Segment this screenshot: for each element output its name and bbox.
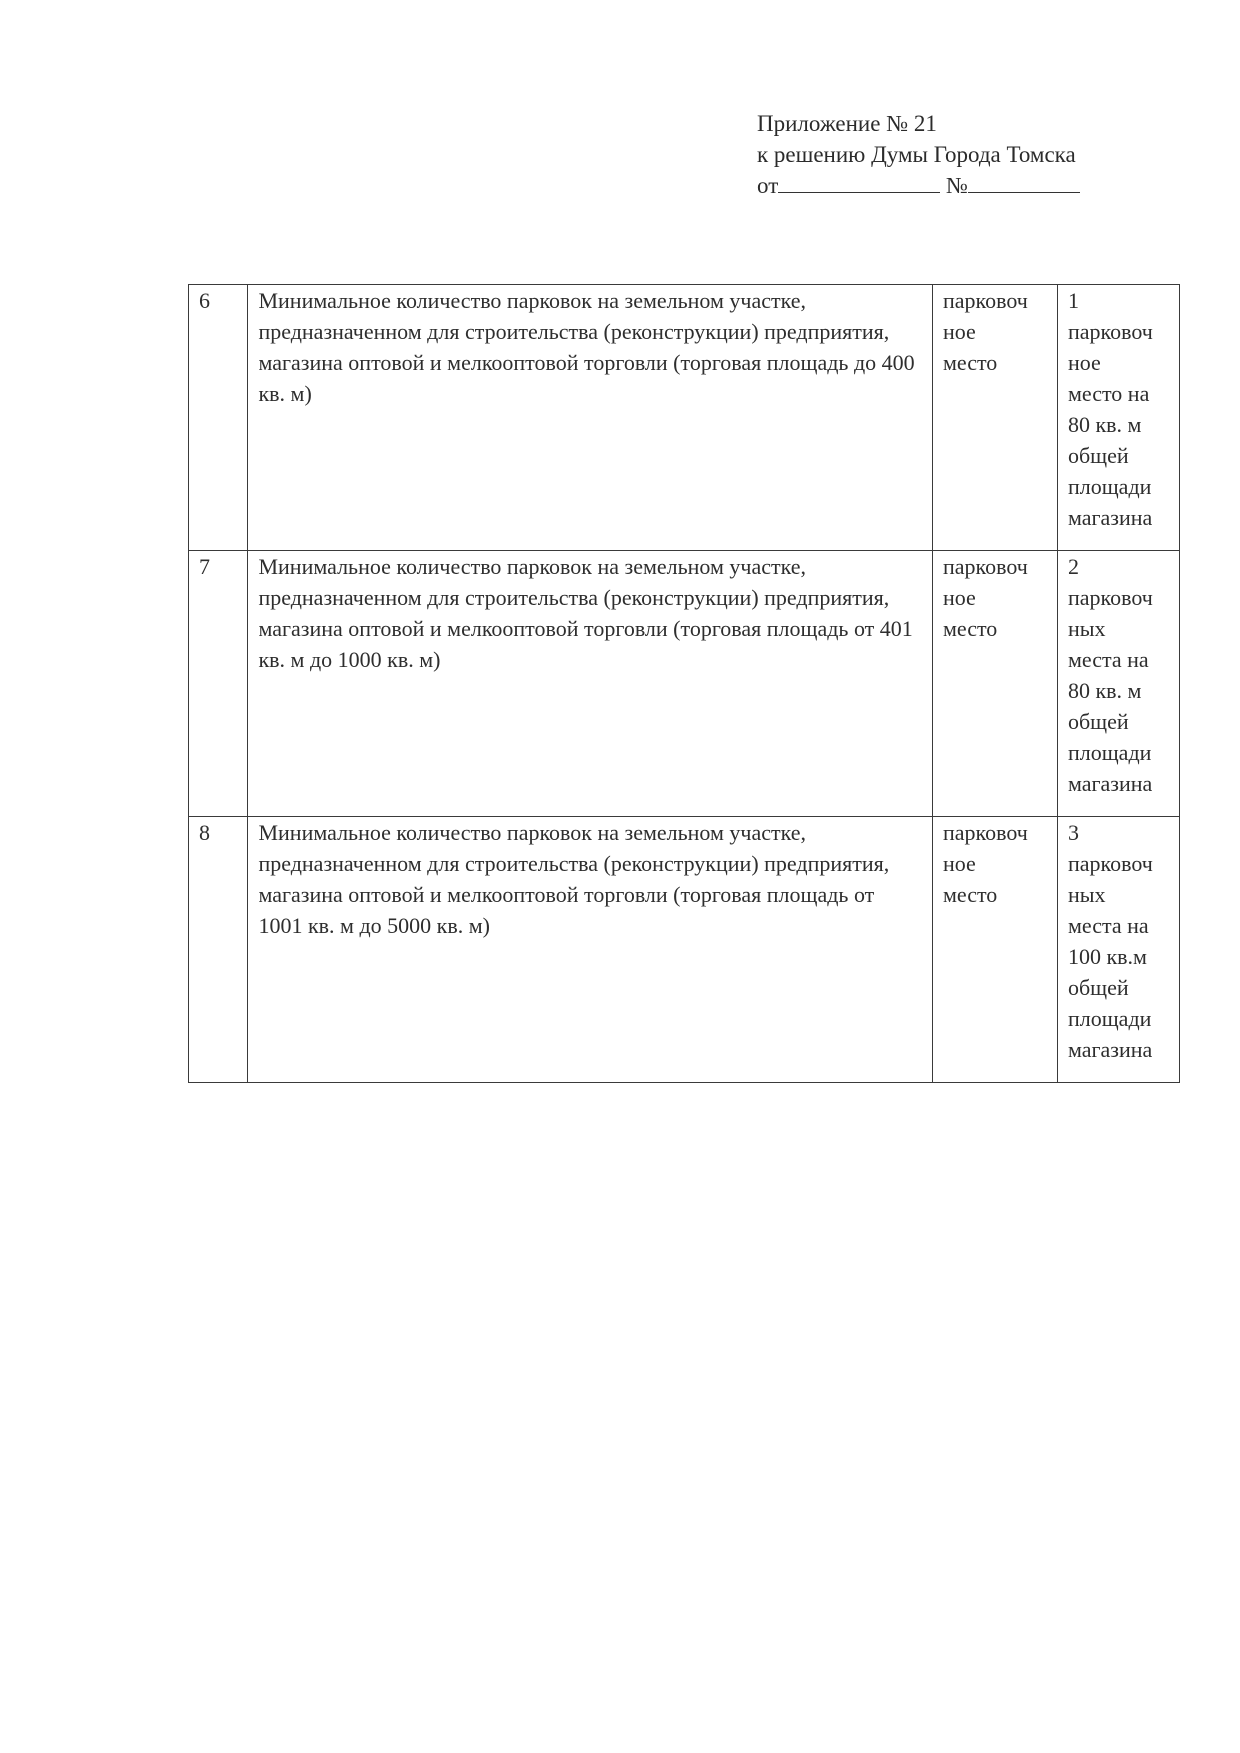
table-row — [189, 551, 1180, 817]
norm-line: места на — [1067, 647, 1149, 672]
norm-line: общей — [1067, 975, 1129, 1000]
norm-line: площади — [1067, 740, 1152, 765]
norm-line: парковоч — [1067, 585, 1153, 610]
norm-line: 100 кв.м — [1067, 944, 1147, 969]
unit-line: место — [942, 882, 998, 907]
row-norm-cell — [1057, 817, 1179, 1083]
norm-line: парковоч — [1067, 319, 1153, 344]
row-description-cell — [248, 285, 933, 551]
row-unit-cell — [932, 551, 1057, 817]
norm-line: парковоч — [1067, 851, 1153, 876]
row-number-cell — [189, 285, 248, 551]
norm-line: ных — [1067, 616, 1106, 641]
norm-line: ное — [1067, 350, 1101, 375]
row-norm-cell — [1057, 285, 1179, 551]
appendix-header — [757, 108, 1177, 201]
row-description: Минимальное количество парковок на земельном участке, предназначенном для строительства (реконструкции) предприятия, магазина оптовой и мелкооптовой торговли (торговая площадь от 1001 кв. м до 5000 кв. м) — [258, 820, 890, 938]
norm-line: площади — [1067, 1006, 1152, 1031]
norm-line: магазина — [1067, 771, 1153, 796]
row-number-cell — [189, 551, 248, 817]
unit-line: парковоч — [942, 554, 1028, 579]
row-number: 8 — [199, 820, 210, 845]
table-row — [189, 285, 1180, 551]
unit-line: парковоч — [942, 820, 1028, 845]
norm-line: место на — [1067, 381, 1150, 406]
unit-line: парковоч — [942, 288, 1028, 313]
row-number-cell — [189, 817, 248, 1083]
norm-line: 80 кв. м — [1067, 412, 1142, 437]
norm-line: магазина — [1067, 505, 1153, 530]
norm-line: общей — [1067, 709, 1129, 734]
row-description-cell — [248, 551, 933, 817]
unit-line: ное — [942, 319, 976, 344]
parking-norms-table — [188, 284, 1180, 1083]
row-number: 6 — [199, 288, 210, 313]
norm-line: 2 — [1067, 554, 1079, 579]
date-blank — [778, 172, 940, 193]
unit-line: место — [942, 616, 998, 641]
appendix-subtitle: к решению Думы Города Томска — [757, 142, 1076, 167]
norm-line: места на — [1067, 913, 1149, 938]
norm-line: площади — [1067, 474, 1152, 499]
norm-line: 3 — [1067, 820, 1079, 845]
number-blank — [968, 172, 1080, 193]
row-description-cell — [248, 817, 933, 1083]
unit-line: ное — [942, 585, 976, 610]
norm-line: 80 кв. м — [1067, 678, 1142, 703]
row-unit-cell — [932, 817, 1057, 1083]
date-prefix: от — [757, 173, 779, 198]
unit-line: ное — [942, 851, 976, 876]
row-description: Минимальное количество парковок на земельном участке, предназначенном для строительства (реконструкции) предприятия, магазина оптовой и мелкооптовой торговли (торговая площадь от 401 кв. м до 1000 кв. м) — [258, 554, 913, 672]
row-number: 7 — [199, 554, 210, 579]
row-unit-cell — [932, 285, 1057, 551]
norm-line: 1 — [1067, 288, 1079, 313]
unit-line: место — [942, 350, 998, 375]
norm-line: общей — [1067, 443, 1129, 468]
appendix-title: Приложение № 21 — [757, 111, 937, 136]
table-row — [189, 817, 1180, 1083]
number-prefix: № — [946, 173, 968, 198]
row-norm-cell — [1057, 551, 1179, 817]
row-description: Минимальное количество парковок на земельном участке, предназначенном для строительства (реконструкции) предприятия, магазина оптовой и мелкооптовой торговли (торговая площадь до 400 кв. м) — [258, 288, 915, 406]
norm-line: магазина — [1067, 1037, 1153, 1062]
norm-line: ных — [1067, 882, 1106, 907]
appendix-date-number-line — [757, 170, 1177, 201]
